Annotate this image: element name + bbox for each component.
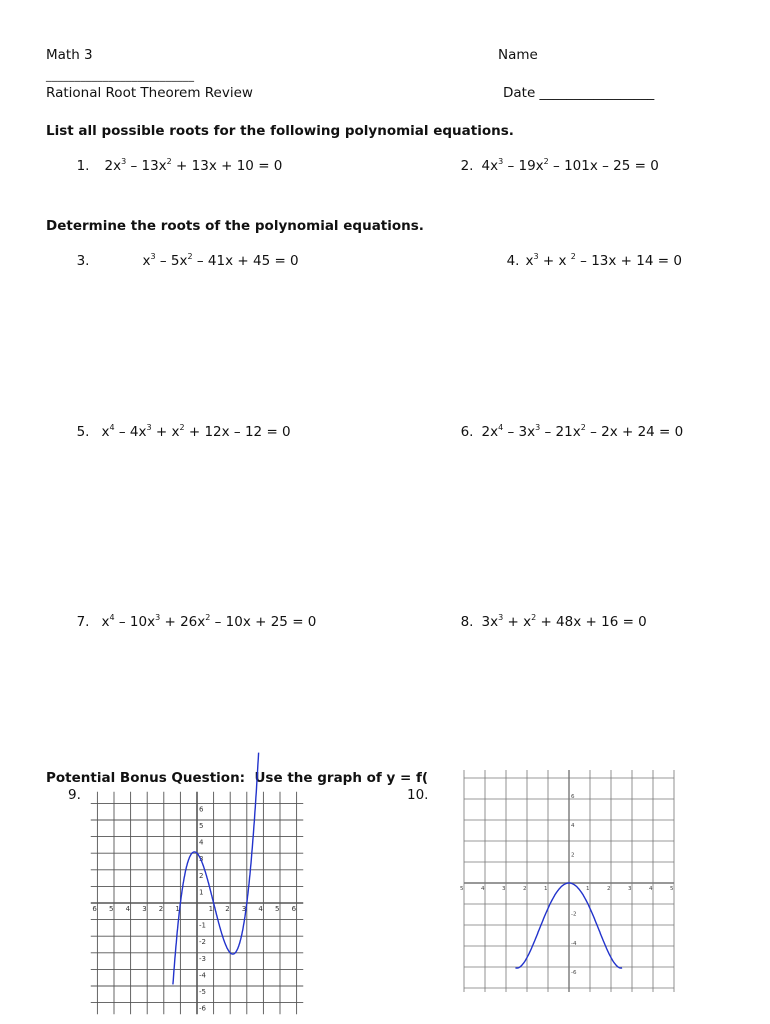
- y-tick-label: 6: [199, 805, 204, 814]
- bonus-heading: Potential Bonus Question: Use the graph of y = f(: [46, 770, 429, 786]
- x-tick-label: 5: [460, 886, 464, 892]
- graph-9: [90, 792, 310, 1020]
- x-tick-label: 1: [208, 905, 214, 913]
- y-tick-label: 1: [199, 888, 204, 897]
- date-label: Date _________________: [503, 85, 655, 101]
- x-tick-label: 1: [175, 905, 180, 913]
- problem-number: 3.: [76, 253, 90, 269]
- y-tick-label: 2: [571, 852, 575, 859]
- problem-10-number: 10.: [407, 787, 429, 803]
- y-tick-label: -5: [199, 988, 206, 996]
- problem-number: 2.: [460, 158, 474, 174]
- x-tick-label: 3: [142, 905, 147, 913]
- y-tick-label: -2: [571, 911, 577, 918]
- problem-8: [452, 598, 647, 630]
- equation: $x^3 - 5x^2 - 41x + 45 = 0$: [142, 252, 299, 269]
- x-tick-label: 6: [92, 905, 97, 913]
- equation: $4x^3 - 19x^2 - 101x - 25 = 0$: [481, 157, 659, 174]
- y-tick-label: -2: [199, 938, 206, 947]
- y-tick-label: 4: [571, 823, 575, 830]
- problem-number: 1.: [76, 158, 90, 174]
- name-label: Name: [498, 47, 538, 63]
- x-tick-label: 4: [125, 905, 131, 913]
- x-tick-label: 5: [275, 905, 280, 913]
- equation: $2x^3 - 13x^2 + 13x + 10 = 0$: [104, 157, 283, 174]
- y-tick-label: -1: [199, 921, 206, 930]
- y-tick-label: 3: [199, 855, 204, 864]
- y-tick-label: -4: [199, 971, 206, 980]
- problem-7: [68, 598, 316, 630]
- y-tick-label: -6: [571, 970, 577, 977]
- problem-3: [68, 237, 299, 269]
- problem-number: 8.: [460, 614, 474, 630]
- graph-10: [436, 770, 679, 994]
- course-label: Math 3: [46, 47, 93, 63]
- problem-1: [68, 142, 282, 174]
- problem-5: [68, 408, 291, 440]
- x-tick-label: 2: [523, 886, 527, 892]
- function-curve: [173, 753, 259, 985]
- y-tick-label: 4: [199, 838, 204, 847]
- x-tick-label: 2: [225, 905, 230, 913]
- x-tick-label: 6: [291, 905, 297, 913]
- y-tick-label: -4: [571, 940, 577, 947]
- topic-title: Rational Root Theorem Review: [46, 85, 253, 101]
- y-tick-label: 5: [199, 822, 204, 830]
- y-tick-label: -6: [199, 1004, 206, 1013]
- problem-number: 7.: [76, 614, 90, 630]
- x-tick-label: 3: [502, 886, 506, 892]
- problem-6: [452, 408, 683, 440]
- x-tick-label: 3: [241, 905, 247, 913]
- x-tick-label: 1: [544, 886, 548, 892]
- x-tick-label: 5: [670, 886, 674, 892]
- problem-number: 4.: [506, 253, 520, 269]
- y-tick-label: -3: [199, 954, 206, 963]
- problem-number: 5.: [76, 424, 90, 440]
- x-tick-label: 5: [109, 905, 114, 913]
- x-tick-label: 1: [586, 886, 590, 892]
- x-tick-label: 3: [628, 886, 632, 892]
- problem-number: 6.: [460, 424, 474, 440]
- equation: $2x^4 - 3x^3 - 21x^2 - 2x + 24 = 0$: [481, 423, 684, 440]
- graph-10-svg: [460, 770, 679, 994]
- equation: $3x^3 + x^2 + 48x + 16 = 0$: [481, 613, 647, 630]
- x-tick-label: 4: [258, 905, 263, 913]
- equation: $x^4 - 10x^3 + 26x^2 - 10x + 25 = 0$: [101, 613, 317, 630]
- problem-9-number: 9.: [68, 787, 81, 803]
- problem-2: [452, 142, 659, 174]
- name-blank-line: __________________________: [46, 69, 195, 82]
- graph-9-svg: [90, 792, 310, 1020]
- section2-heading: Determine the roots of the polynomial equations.: [46, 218, 424, 234]
- equation: $x^4 - 4x^3 + x^2 + 12x - 12 = 0$: [101, 423, 291, 440]
- x-tick-label: 4: [649, 886, 653, 892]
- section1-heading: List all possible roots for the following polynomial equations.: [46, 123, 514, 139]
- y-tick-label: 2: [199, 871, 204, 880]
- x-tick-label: 2: [158, 905, 164, 913]
- x-tick-label: 2: [607, 886, 611, 892]
- equation: $x^3 + x$ $^2$ – 13x + 14 = 0: [525, 252, 682, 269]
- y-tick-label: 6: [571, 793, 575, 800]
- x-tick-label: 4: [481, 886, 485, 892]
- problem-4: [498, 237, 682, 269]
